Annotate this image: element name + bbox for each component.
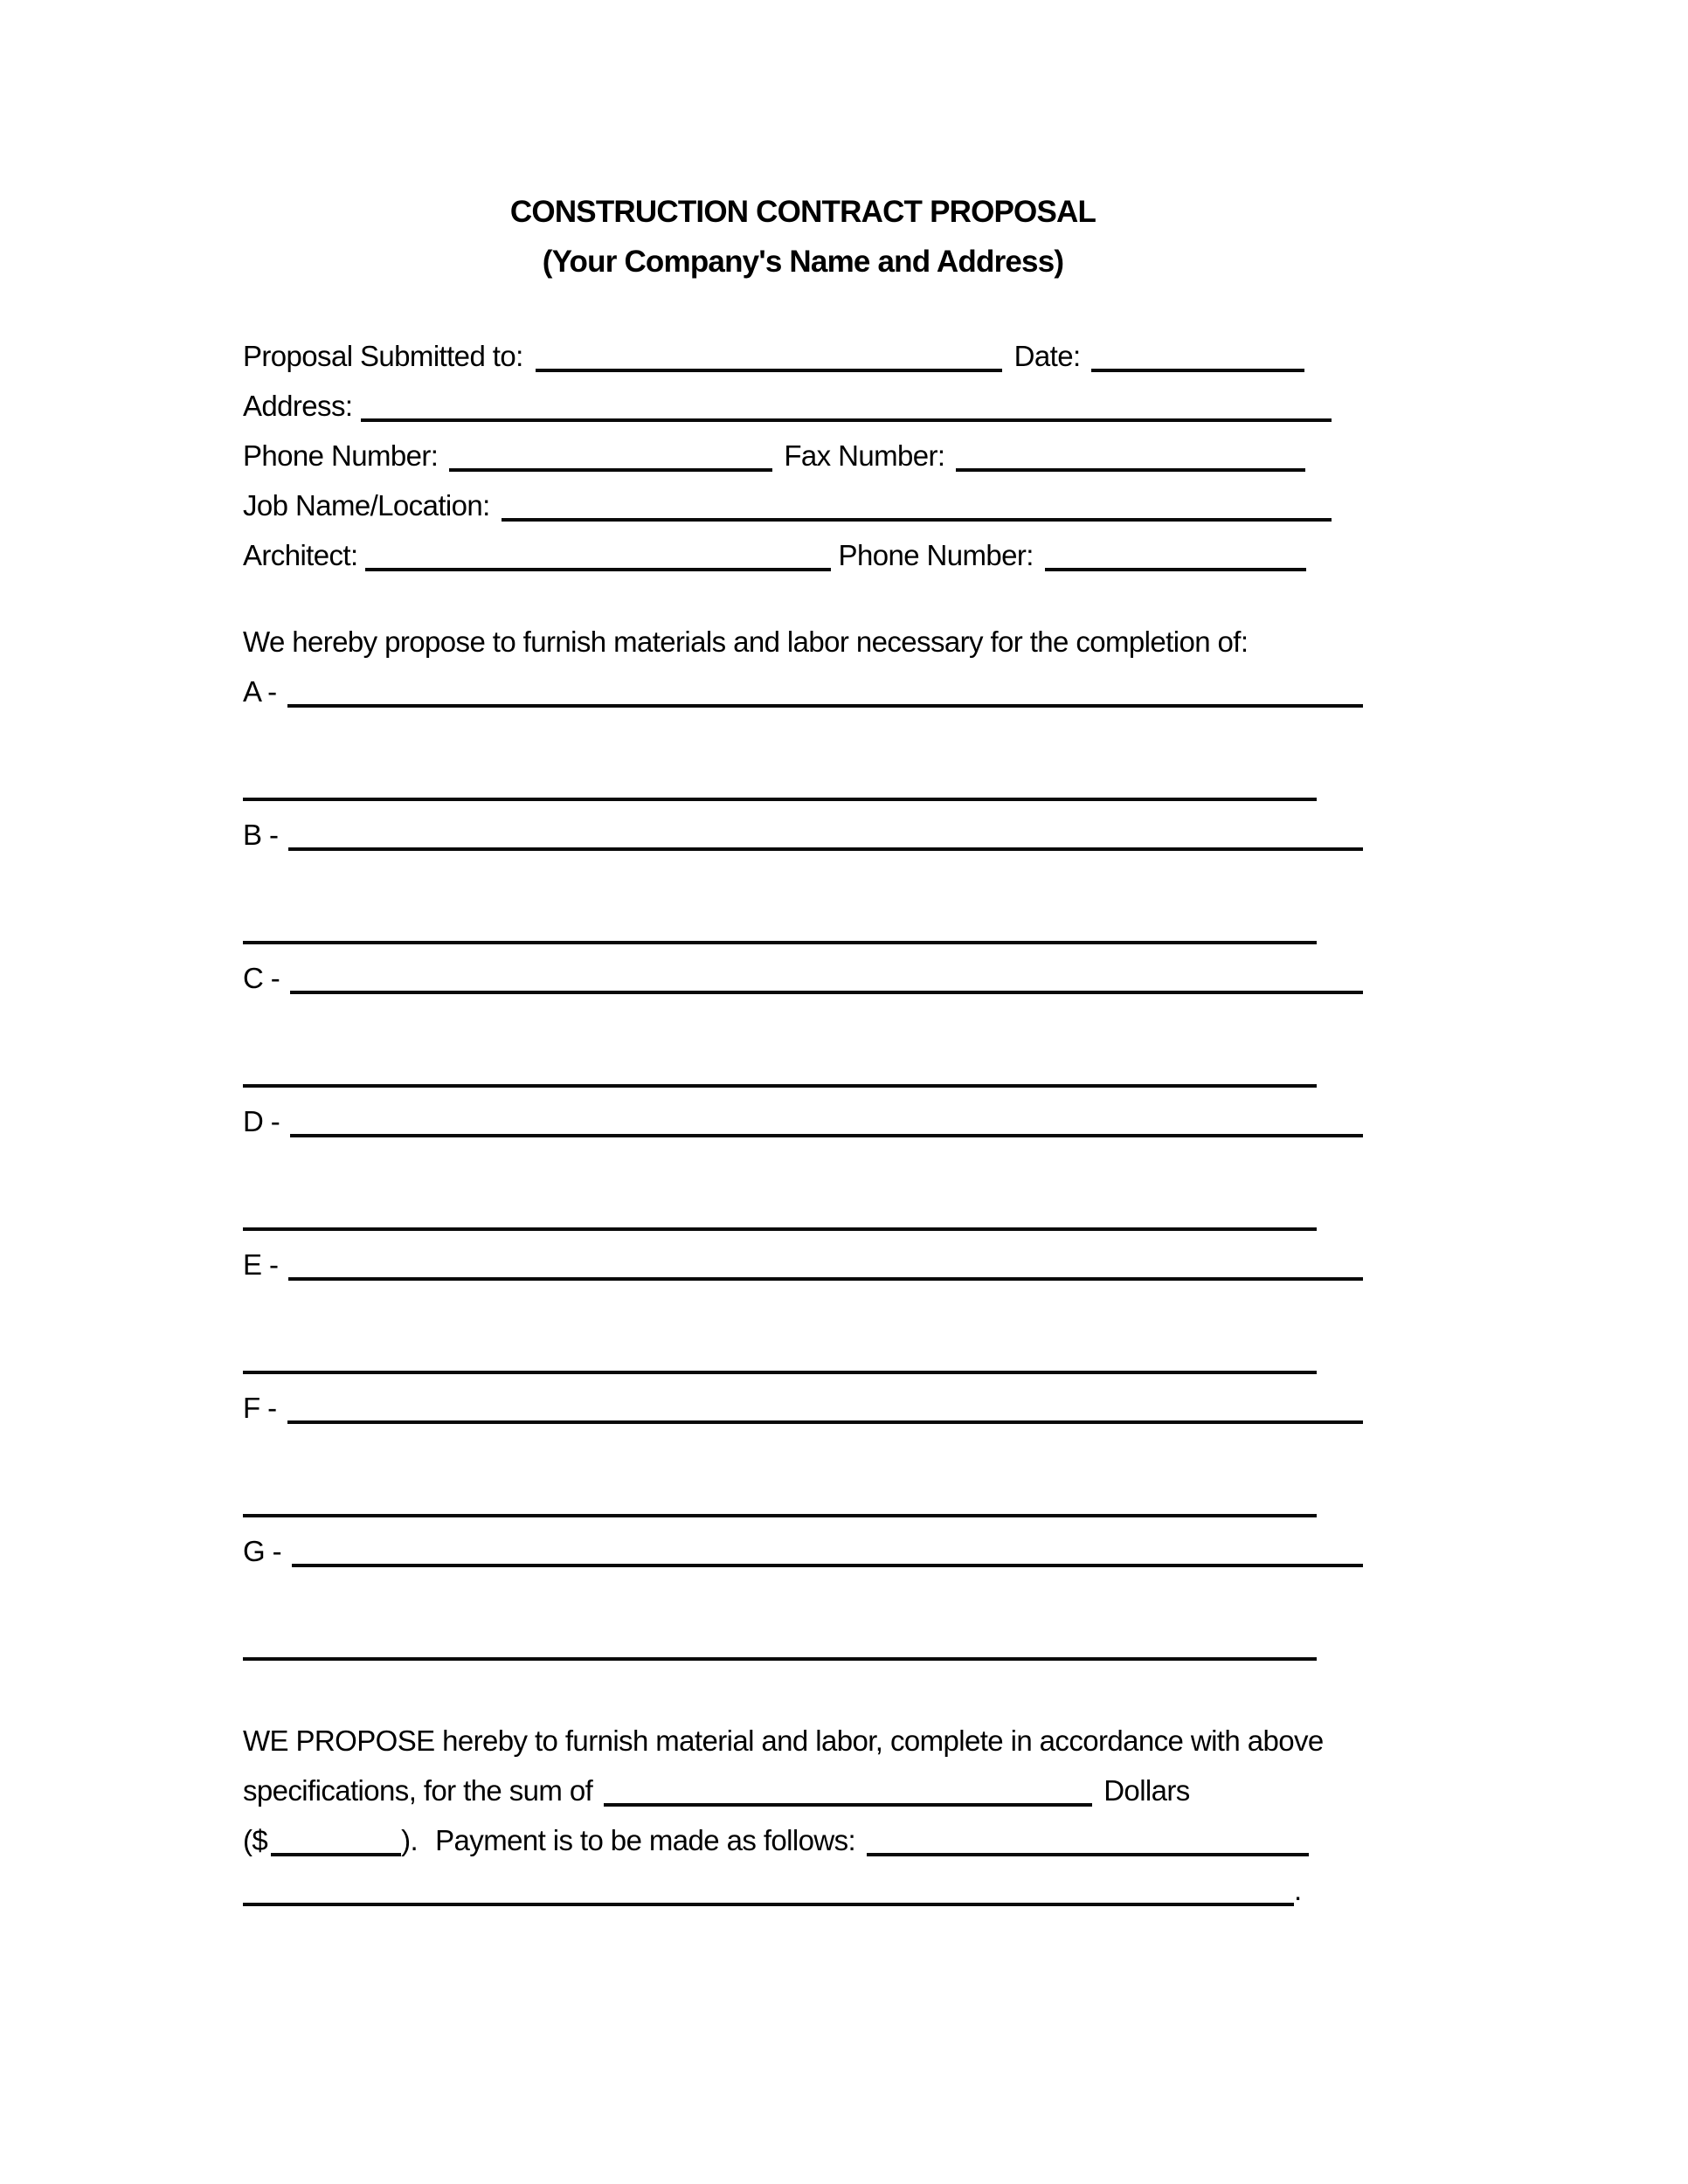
- closing-final-row: [243, 1865, 1363, 1915]
- document-title: CONSTRUCTION CONTRACT PROPOSAL: [509, 195, 1097, 229]
- closing-sum-row: [243, 1766, 1363, 1815]
- intro-text: We hereby propose to furnish materials and labor necessary for the completion of:: [243, 625, 1249, 658]
- document-header: [243, 187, 1363, 287]
- payment-line: [867, 1853, 1309, 1856]
- item-d-label: D -: [243, 1105, 280, 1137]
- date-line: [1091, 369, 1304, 372]
- date-label: Date:: [1013, 340, 1081, 372]
- item-b-label: B -: [243, 819, 279, 851]
- job-name-location-line: [502, 518, 1332, 522]
- fax-number-label: Fax Number:: [784, 439, 945, 472]
- item-e-line: [288, 1277, 1363, 1281]
- item-a-continuation-line: [243, 798, 1317, 801]
- item-d-line: [290, 1134, 1363, 1137]
- item-f-row: [243, 1383, 1363, 1433]
- field-row-address: [243, 381, 1363, 431]
- closing-line1: WE PROPOSE hereby to furnish material and labor, complete in accordance with above: [243, 1724, 1324, 1757]
- proposal-submitted-to-label: Proposal Submitted to:: [243, 340, 523, 372]
- item-b-continuation-line: [243, 941, 1317, 944]
- header-fields: [243, 331, 1363, 580]
- item-f-line: [287, 1420, 1363, 1424]
- closing-section: [243, 1716, 1363, 1915]
- item-b-row: [243, 810, 1363, 860]
- field-row-phone-fax: [243, 431, 1363, 480]
- item-c-continuation-line: [243, 1084, 1317, 1088]
- item-a-row: [243, 667, 1363, 716]
- item-c-line: [290, 991, 1363, 994]
- work-items: [243, 667, 1363, 1669]
- job-name-location-label: Job Name/Location:: [243, 489, 490, 522]
- item-e-continuation-line: [243, 1371, 1317, 1374]
- document-subtitle: (Your Company's Name and Address): [542, 245, 1064, 279]
- architect-phone-label: Phone Number:: [838, 539, 1034, 571]
- field-row-job-name: [243, 480, 1363, 530]
- fax-number-line: [956, 468, 1305, 472]
- architect-label: Architect:: [243, 539, 358, 571]
- phone-number-label: Phone Number:: [243, 439, 439, 472]
- address-line: [361, 418, 1332, 422]
- address-label: Address:: [243, 390, 353, 422]
- item-f-continuation-line: [243, 1514, 1317, 1517]
- item-d-row: [243, 1096, 1363, 1146]
- sum-prefix-label: specifications, for the sum of: [243, 1774, 593, 1807]
- item-e-continuation-row: [243, 1333, 1363, 1383]
- item-f-continuation-row: [243, 1476, 1363, 1526]
- item-g-continuation-line: [243, 1657, 1317, 1661]
- item-g-row: [243, 1526, 1363, 1576]
- item-a-line: [287, 704, 1363, 708]
- item-c-row: [243, 953, 1363, 1003]
- item-a-continuation-row: [243, 760, 1363, 810]
- amount-open-paren: ($: [243, 1824, 268, 1856]
- item-b-line: [288, 847, 1363, 851]
- item-c-continuation-row: [243, 1047, 1363, 1096]
- proposal-submitted-to-line: [536, 369, 1002, 372]
- item-c-label: C -: [243, 962, 280, 994]
- item-d-continuation-row: [243, 1190, 1363, 1240]
- sum-line: [604, 1803, 1092, 1807]
- field-row-architect: [243, 530, 1363, 580]
- item-f-label: F -: [243, 1392, 277, 1424]
- item-g-label: G -: [243, 1535, 282, 1567]
- item-d-continuation-line: [243, 1227, 1317, 1231]
- amount-line: [271, 1853, 401, 1856]
- closing-amount-row: [243, 1815, 1363, 1865]
- dollars-label: Dollars: [1103, 1774, 1190, 1807]
- field-row-proposal-date: [243, 331, 1363, 381]
- final-period: .: [1294, 1874, 1302, 1906]
- payment-continuation-line: [243, 1903, 1294, 1906]
- phone-number-line: [449, 468, 772, 472]
- payment-label: Payment is to be made as follows:: [435, 1824, 856, 1856]
- item-a-label: A -: [243, 675, 277, 708]
- amount-close-paren: ).: [401, 1824, 419, 1856]
- item-g-line: [292, 1564, 1363, 1567]
- architect-phone-line: [1045, 568, 1306, 571]
- item-b-continuation-row: [243, 903, 1363, 953]
- item-e-label: E -: [243, 1248, 279, 1281]
- item-e-row: [243, 1240, 1363, 1289]
- item-g-continuation-row: [243, 1620, 1363, 1669]
- architect-line: [365, 568, 831, 571]
